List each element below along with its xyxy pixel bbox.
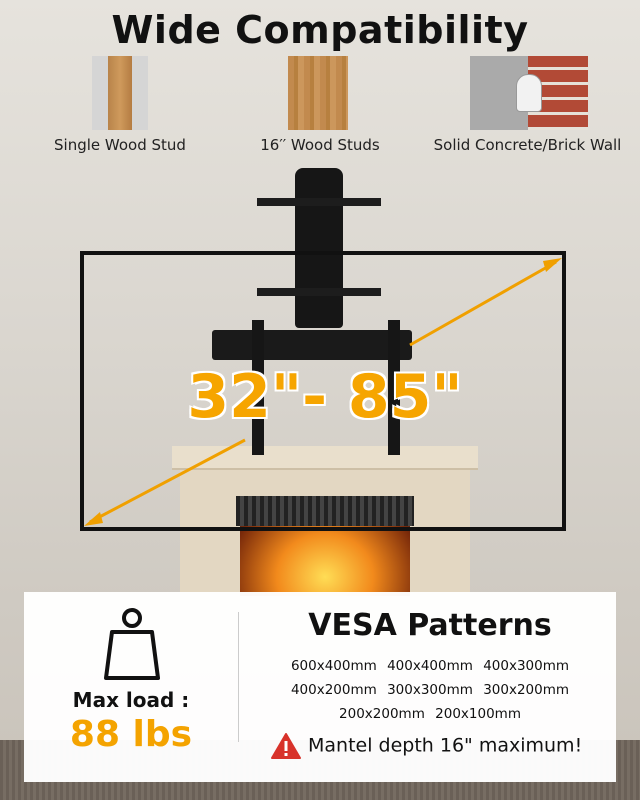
vesa-pattern: 600x400mm <box>290 658 377 674</box>
divider <box>238 612 239 742</box>
specs-panel <box>24 592 616 782</box>
vesa-title: VESA Patterns <box>308 608 552 643</box>
warning-icon <box>270 732 302 760</box>
vesa-row <box>252 706 608 722</box>
vesa-pattern: 200x200mm <box>339 706 425 722</box>
mantel-warning <box>270 732 616 760</box>
vesa-row <box>252 658 608 674</box>
max-load-value: 88 lbs <box>69 714 193 755</box>
wall-type-label: Single Wood Stud <box>54 136 186 154</box>
warning-text: Mantel depth 16" maximum! <box>308 734 583 757</box>
weight-icon <box>104 606 160 682</box>
vesa-pattern: 300x200mm <box>483 682 570 698</box>
wall-type-label: Solid Concrete/Brick Wall <box>433 136 622 154</box>
page-title: Wide Compatibility <box>111 8 529 52</box>
vesa-pattern: 400x200mm <box>290 682 377 698</box>
vesa-pattern: 300x300mm <box>387 682 473 698</box>
tv-size-range: 32"- 85" <box>187 362 463 432</box>
vesa-pattern: 400x300mm <box>483 658 570 674</box>
max-load-label: Max load : <box>72 688 190 712</box>
vesa-pattern: 200x100mm <box>435 706 521 722</box>
wall-type-label: 16′′ Wood Studs <box>260 136 380 154</box>
vesa-pattern: 400x400mm <box>387 658 473 674</box>
vesa-row <box>252 682 608 698</box>
